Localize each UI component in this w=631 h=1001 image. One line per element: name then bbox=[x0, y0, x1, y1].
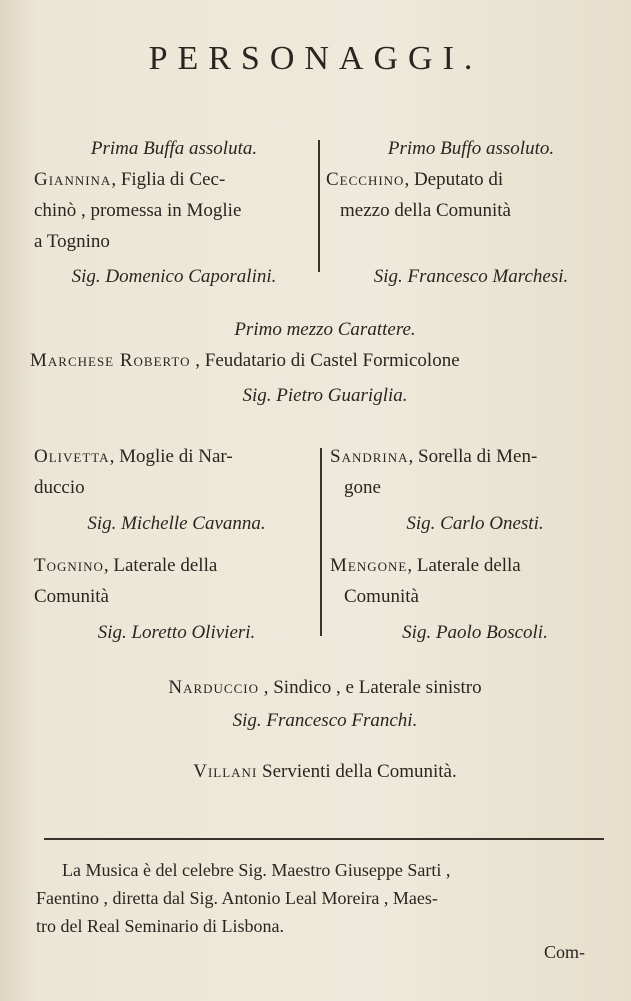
actor-name: Sig. Francesco Marchesi. bbox=[373, 266, 569, 287]
character-name: Giannina bbox=[34, 169, 112, 190]
actor-name: Sig. Michelle Cavanna. bbox=[87, 513, 266, 534]
character-desc: Servienti della Comunità. bbox=[262, 761, 457, 782]
character-tognino bbox=[34, 550, 319, 648]
character-desc: , Moglie di Nar- bbox=[109, 446, 233, 467]
actor-name: Sig. Pietro Guariglia. bbox=[242, 385, 408, 406]
music-note-line: La Musica è del celebre Sig. Maestro Giuseppe Sarti , bbox=[62, 860, 451, 880]
character-villani bbox=[30, 756, 620, 787]
character-line bbox=[30, 672, 620, 703]
character-desc-cont: mezzo della Comunità bbox=[340, 200, 511, 221]
character-name: Cecchino bbox=[326, 169, 405, 190]
character-desc-cont: chinò , promessa in Moglie bbox=[34, 200, 242, 221]
column-divider bbox=[318, 140, 320, 272]
music-note bbox=[36, 856, 626, 940]
horizontal-rule bbox=[44, 838, 604, 840]
catchword: Com- bbox=[544, 942, 586, 962]
page-title: PERSONAGGI. bbox=[148, 40, 483, 77]
character-line bbox=[30, 756, 620, 787]
actor-name: Sig. Paolo Boscoli. bbox=[402, 622, 548, 643]
character-line bbox=[34, 164, 314, 195]
character-name: Narduccio bbox=[168, 677, 259, 698]
actor-name: Sig. Francesco Franchi. bbox=[232, 710, 418, 731]
character-olivetta bbox=[34, 441, 319, 539]
actor-name: Sig. Domenico Caporalini. bbox=[71, 266, 277, 287]
role-label: Primo Buffo assoluto. bbox=[387, 138, 555, 159]
character-sandrina bbox=[330, 441, 620, 539]
character-line bbox=[34, 550, 319, 581]
character-line bbox=[326, 164, 616, 195]
character-desc-cont: Comunità bbox=[344, 586, 419, 607]
character-name: Tognino bbox=[34, 555, 104, 576]
role-label: Prima Buffa assoluta. bbox=[90, 138, 258, 159]
character-line bbox=[330, 441, 620, 472]
actor-name: Sig. Loretto Olivieri. bbox=[97, 622, 256, 643]
column-divider bbox=[320, 448, 322, 636]
actor-name: Sig. Carlo Onesti. bbox=[406, 513, 544, 534]
character-cecchino bbox=[326, 133, 616, 292]
character-desc: , Sindico , e Laterale sinistro bbox=[263, 677, 482, 698]
character-line bbox=[34, 441, 319, 472]
character-name: Villani bbox=[193, 761, 258, 782]
character-line bbox=[330, 550, 620, 581]
role-label: Primo mezzo Carattere. bbox=[234, 319, 416, 340]
character-desc: , Deputato di bbox=[404, 169, 504, 190]
character-narduccio bbox=[30, 672, 620, 736]
music-note-line: tro del Real Seminario di Lisbona. bbox=[36, 916, 284, 936]
character-giannina bbox=[34, 133, 314, 292]
character-desc-cont: duccio bbox=[34, 477, 85, 498]
character-name: Marchese Roberto bbox=[30, 350, 191, 371]
character-desc: , Laterale della bbox=[103, 555, 218, 576]
music-note-line: Faentino , diretta dal Sig. Antonio Leal Moreira , Maes- bbox=[36, 888, 438, 908]
character-desc: , Figlia di Cec- bbox=[111, 169, 226, 190]
character-desc-cont: Comunità bbox=[34, 586, 109, 607]
character-mengone bbox=[330, 550, 620, 648]
character-desc: , Feudatario di Castel Formicolone bbox=[195, 350, 460, 371]
character-line bbox=[30, 345, 620, 376]
character-desc-cont: gone bbox=[344, 477, 381, 498]
character-name: Olivetta bbox=[34, 446, 110, 467]
character-marchese bbox=[30, 314, 620, 411]
character-desc: , Laterale della bbox=[407, 555, 521, 576]
character-name: Sandrina bbox=[330, 446, 409, 467]
character-desc-cont: a Tognino bbox=[34, 231, 110, 252]
character-desc: , Sorella di Men- bbox=[408, 446, 538, 467]
character-name: Mengone bbox=[330, 555, 408, 576]
